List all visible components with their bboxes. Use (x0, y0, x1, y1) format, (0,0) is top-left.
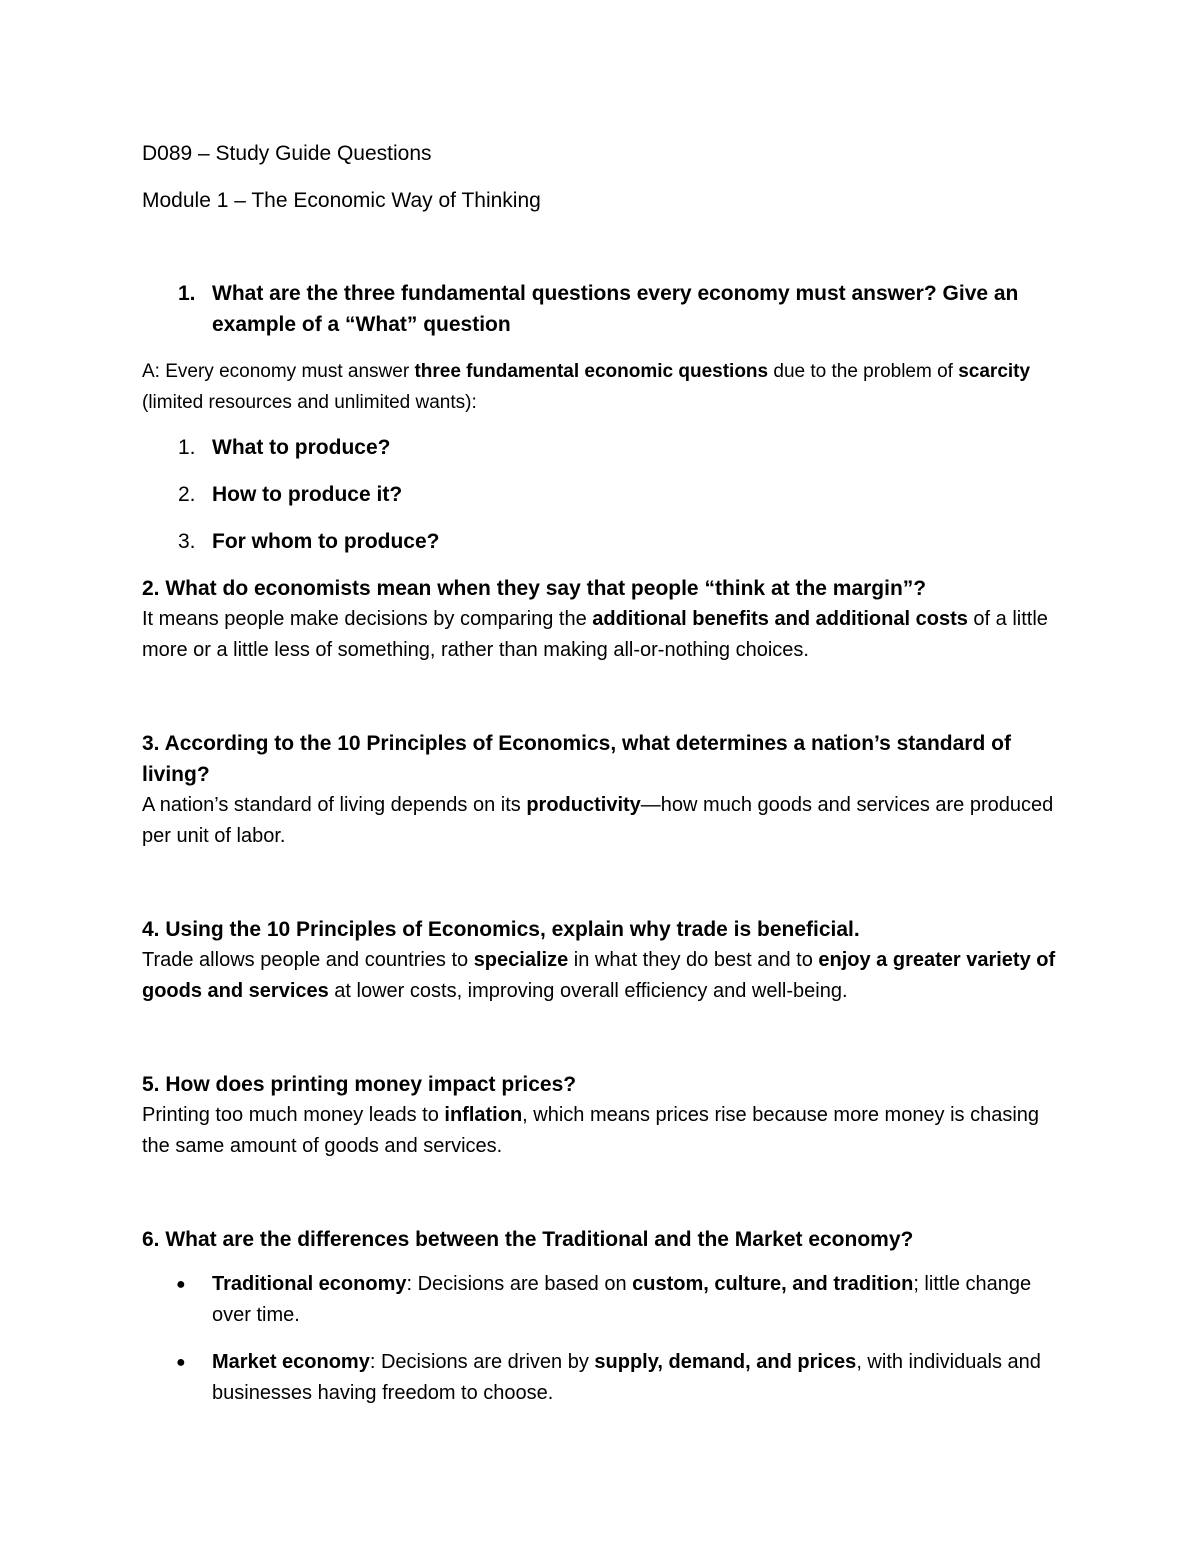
list-item: 2. How to produce it? (178, 483, 403, 506)
module-heading: Module 1 – The Economic Way of Thinking (142, 189, 541, 212)
bullet-icon: ● (176, 1354, 186, 1371)
question-3: 3. According to the 10 Principles of Economics, what determines a nation’s standard of living? (142, 732, 1011, 786)
question-1-text: What are the three fundamental questions every economy must answer? Give an example of a “What” question (212, 282, 1019, 336)
question-6: 6. What are the differences between the Traditional and the Market economy? (142, 1228, 914, 1251)
question-2: 2. What do economists mean when they say that people “think at the margin”? (142, 577, 927, 600)
fundamental-questions-list (142, 432, 1062, 557)
question-1-number: 1. (178, 282, 196, 305)
answer-1: A: Every economy must answer three fundamental economic questions due to the problem of scarcity (limited resources and unlimited wants): (142, 361, 1031, 413)
document-title: D089 – Study Guide Questions (142, 142, 432, 165)
question-1 (142, 278, 1062, 340)
answer-5: Printing too much money leads to inflation, which means prices rise because more money is chasing the same amount of goods and services. (142, 1104, 1040, 1157)
answer-1-emphasis-questions: three fundamental economic questions (414, 361, 769, 382)
list-item: 3. For whom to produce? (178, 530, 440, 553)
question-4: 4. Using the 10 Principles of Economics, explain why trade is beneficial. (142, 918, 860, 941)
document-page (142, 138, 1062, 1425)
answer-3: A nation’s standard of living depends on its productivity—how much goods and services are produced per unit of labor. (142, 794, 1054, 847)
bullet-traditional-economy: ● Traditional economy: Decisions are based on custom, culture, and tradition; little change over time. (142, 1269, 1062, 1331)
bullet-market-economy: ● Market economy: Decisions are driven by supply, demand, and prices, with individuals and businesses having freedom to choose. (142, 1347, 1062, 1409)
answer-1-emphasis-scarcity: scarcity (958, 361, 1031, 382)
answer-4: Trade allows people and countries to specialize in what they do best and to enjoy a greater variety of goods and services at lower costs, improving overall efficiency and well-being. (142, 949, 1056, 1002)
answer-2: It means people make decisions by comparing the additional benefits and additional costs of a little more or a little less of something, rather than making all-or-nothing choices. (142, 608, 1048, 661)
bullet-icon: ● (176, 1276, 186, 1293)
list-item: 1. What to produce? (178, 436, 391, 459)
answer-1-prefix: A: (142, 361, 166, 382)
question-5: 5. How does printing money impact prices? (142, 1073, 577, 1096)
